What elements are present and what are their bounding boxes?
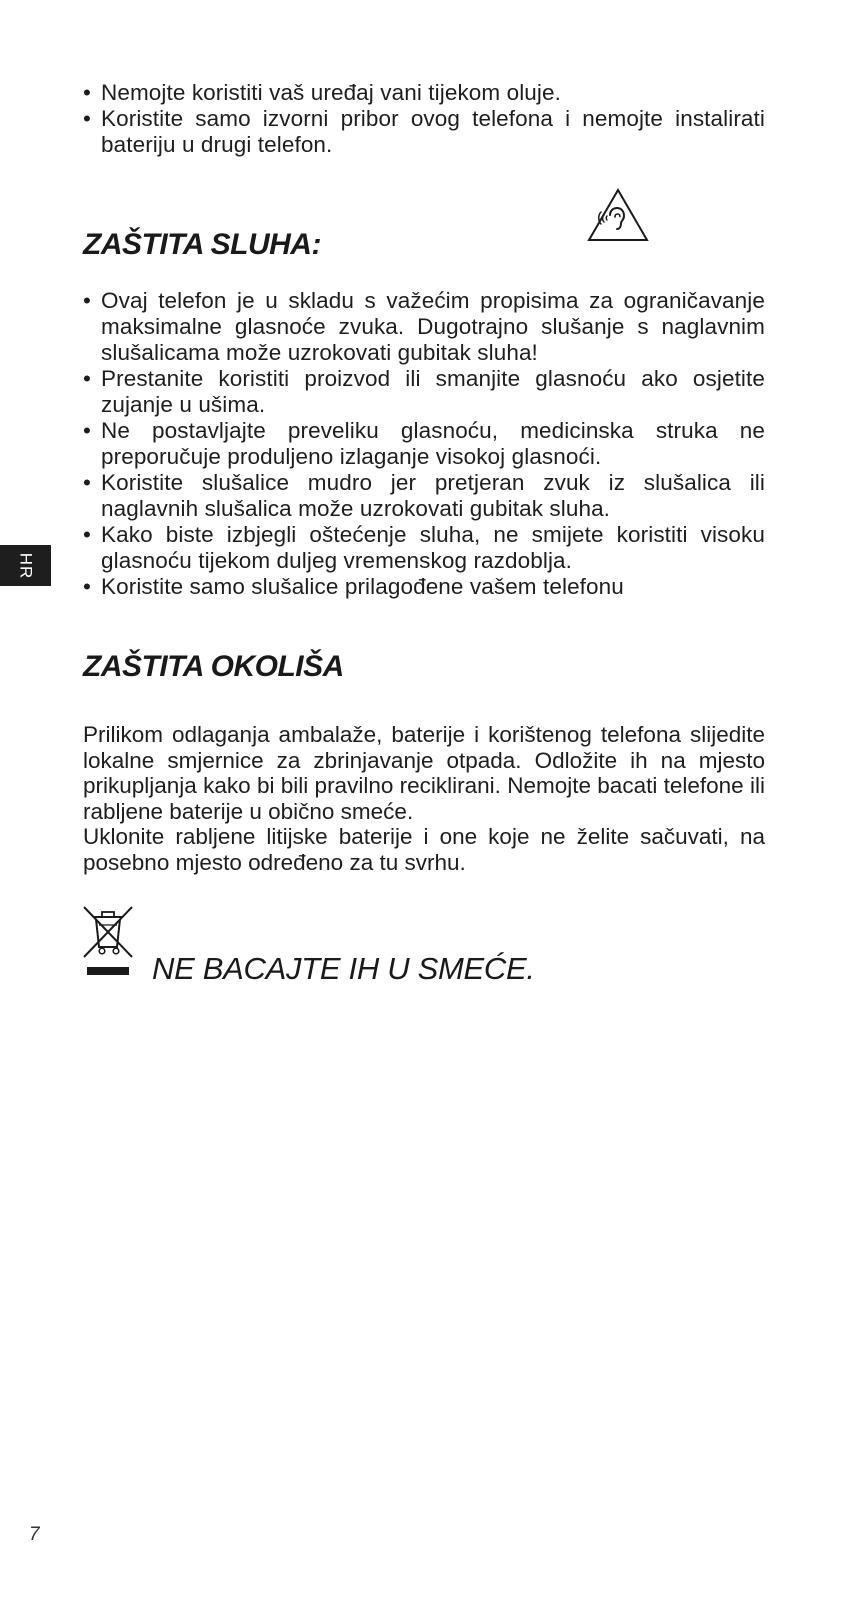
environment-section — [83, 650, 765, 995]
no-trash-row — [83, 905, 765, 995]
language-tab — [0, 545, 51, 586]
crossed-bin-icon — [83, 905, 133, 981]
ear-warning-icon — [587, 188, 649, 243]
hearing-bullet-list — [83, 288, 765, 600]
list-item: • Koristite samo slušalice prilagođene vašem telefonu — [83, 574, 624, 599]
hearing-section-title: ZAŠTITA SLUHA: — [83, 228, 321, 261]
list-item: • Koristite slušalice mudro jer pretjeran zvuk iz slušalica ili naglavnih slušalica može uzrokovati gubitak sluha. — [83, 470, 765, 521]
environment-paragraphs — [83, 722, 765, 875]
page-content — [83, 80, 765, 995]
hearing-heading-row — [83, 158, 765, 278]
language-tab-label: HR — [16, 552, 36, 579]
list-item: • Koristite samo izvorni pribor ovog telefona i nemojte instalirati bateriju u drugi telefon. — [83, 106, 765, 157]
list-item: • Kako biste izbjegli oštećenje sluha, ne smijete koristiti visoku glasnoću tijekom duljeg vremenskog razdoblja. — [83, 522, 765, 573]
page-number: 7 — [29, 1524, 40, 1545]
environment-paragraph: Prilikom odlaganja ambalaže, baterije i korištenog telefona slijedite lokalne smjernice za zbrinjavanje otpada. Odložite ih na mjesto prikupljanja kako bi bili pravilno reciklirani. Nemojte bacati telefone ili rabljene baterije u obično smeće. — [83, 722, 765, 824]
list-item: • Nemojte koristiti vaš uređaj vani tijekom oluje. — [83, 80, 561, 105]
list-item: • Prestanite koristiti proizvod ili smanjite glasnoću ako osjetite zujanje u ušima. — [83, 366, 765, 417]
list-item: • Ovaj telefon je u skladu s važećim propisima za ograničavanje maksimalne glasnoće zvuka. Dugotrajno slušanje s naglavnim slušalicama može uzrokovati gubitak sluha! — [83, 288, 765, 365]
environment-paragraph: Uklonite rabljene litijske baterije i one koje ne želite sačuvati, na posebno mjesto određeno za tu svrhu. — [83, 824, 765, 875]
no-trash-label: NE BACAJTE IH U SMEĆE. — [152, 951, 535, 986]
environment-section-title: ZAŠTITA OKOLIŠA — [83, 650, 344, 683]
top-bullet-list — [83, 80, 765, 158]
list-item: • Ne postavljajte preveliku glasnoću, medicinska struka ne preporučuje produljeno izlaganje visokoj glasnoći. — [83, 418, 765, 469]
